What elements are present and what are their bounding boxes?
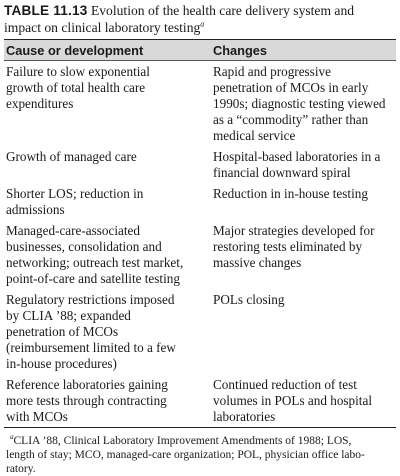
cell-text-line: Rapid and progressive — [213, 64, 331, 79]
cell-text-line: financial downward spiral — [213, 165, 351, 180]
cell-text-line: Shorter LOS; reduction in — [6, 186, 144, 201]
caption-title-line-2: impact on clinical laboratory testing — [4, 20, 201, 35]
cell-text-line: Managed-care-associated — [6, 223, 140, 238]
caption-line-1 — [4, 2, 396, 19]
cell-text-line: Continued reduction of test — [213, 377, 357, 392]
cell-text-line: massive changes — [213, 255, 302, 270]
cell-text-line: laboratories — [213, 409, 276, 424]
cell-text-line: growth of total health care — [6, 80, 146, 95]
footnote-line-2: length of stay; MCO, managed-care organization; POL, physician office labo- — [6, 449, 365, 461]
cell-text-line: Major strategies developed for — [213, 223, 375, 238]
cell-text-line: more tests through contracting — [6, 393, 167, 408]
table-footnote — [4, 434, 396, 476]
changes-cell — [211, 149, 396, 181]
table-row — [4, 292, 396, 372]
header-cause: Cause or development — [6, 42, 144, 58]
footnote-line-3: ratory. — [6, 463, 36, 475]
data-table — [4, 39, 396, 428]
table-body — [4, 61, 396, 427]
cell-text-line: businesses, consolidation and — [6, 239, 162, 254]
cell-text-line: volumes in POLs and hospital — [213, 393, 372, 408]
cell-text-line: with MCOs — [6, 409, 68, 424]
cell-text-line: penetration of MCOs — [6, 324, 119, 339]
table-row — [4, 186, 396, 218]
cell-text-line: restoring tests eliminated by — [213, 239, 363, 254]
cell-text-line: Failure to slow exponential — [6, 64, 150, 79]
changes-cell — [211, 186, 396, 218]
table-header-row — [4, 40, 396, 61]
table-row — [4, 149, 396, 181]
cell-text-line: expenditures — [6, 96, 74, 111]
caption-footnote-mark: a — [200, 19, 205, 29]
caption-line-2 — [4, 19, 396, 36]
changes-cell — [211, 64, 396, 144]
cell-text-line: Growth of managed care — [6, 149, 137, 164]
footnote-text-1: CLIA ’88, Clinical Laboratory Improvement Amendments of 1988; LOS, — [13, 435, 352, 447]
cell-text-line: 1990s; diagnostic testing viewed — [213, 96, 386, 111]
cell-text-line: (reimbursement limited to a few — [6, 340, 176, 355]
changes-cell — [211, 292, 396, 372]
cell-text-line: admissions — [6, 202, 65, 217]
table-row — [4, 223, 396, 287]
footnote-line-1 — [6, 434, 396, 448]
cause-cell — [4, 149, 211, 181]
table-caption — [4, 2, 396, 36]
cell-text-line: in-house procedures) — [6, 356, 117, 371]
cell-text-line: as a “commodity” rather than — [213, 112, 369, 127]
caption-title-line-1: Evolution of the health care delivery system and — [90, 3, 355, 18]
cell-text-line: Hospital-based laboratories in a — [213, 149, 381, 164]
cause-cell — [4, 292, 211, 372]
cell-text-line: Regulatory restrictions imposed — [6, 292, 175, 307]
cell-text-line: networking; outreach test market, — [6, 255, 184, 270]
header-changes: Changes — [213, 42, 268, 58]
cell-text-line: POLs closing — [213, 292, 285, 307]
cell-text-line: medical service — [213, 128, 296, 143]
cell-text-line: point-of-care and satellite testing — [6, 271, 180, 286]
footnote-mark: a — [10, 433, 14, 442]
cell-text-line: penetration of MCOs in early — [213, 80, 369, 95]
cell-text-line: Reference laboratories gaining — [6, 377, 168, 392]
table-row — [4, 64, 396, 144]
cell-text-line: Reduction in in-house testing — [213, 186, 368, 201]
cell-text-line: by CLIA ’88; expanded — [6, 308, 131, 323]
table-row — [4, 377, 396, 425]
table-number: TABLE 11.13 — [4, 3, 88, 18]
cause-cell — [4, 377, 211, 425]
cause-cell — [4, 64, 211, 144]
cause-cell — [4, 223, 211, 287]
cause-cell — [4, 186, 211, 218]
changes-cell — [211, 377, 396, 425]
changes-cell — [211, 223, 396, 287]
